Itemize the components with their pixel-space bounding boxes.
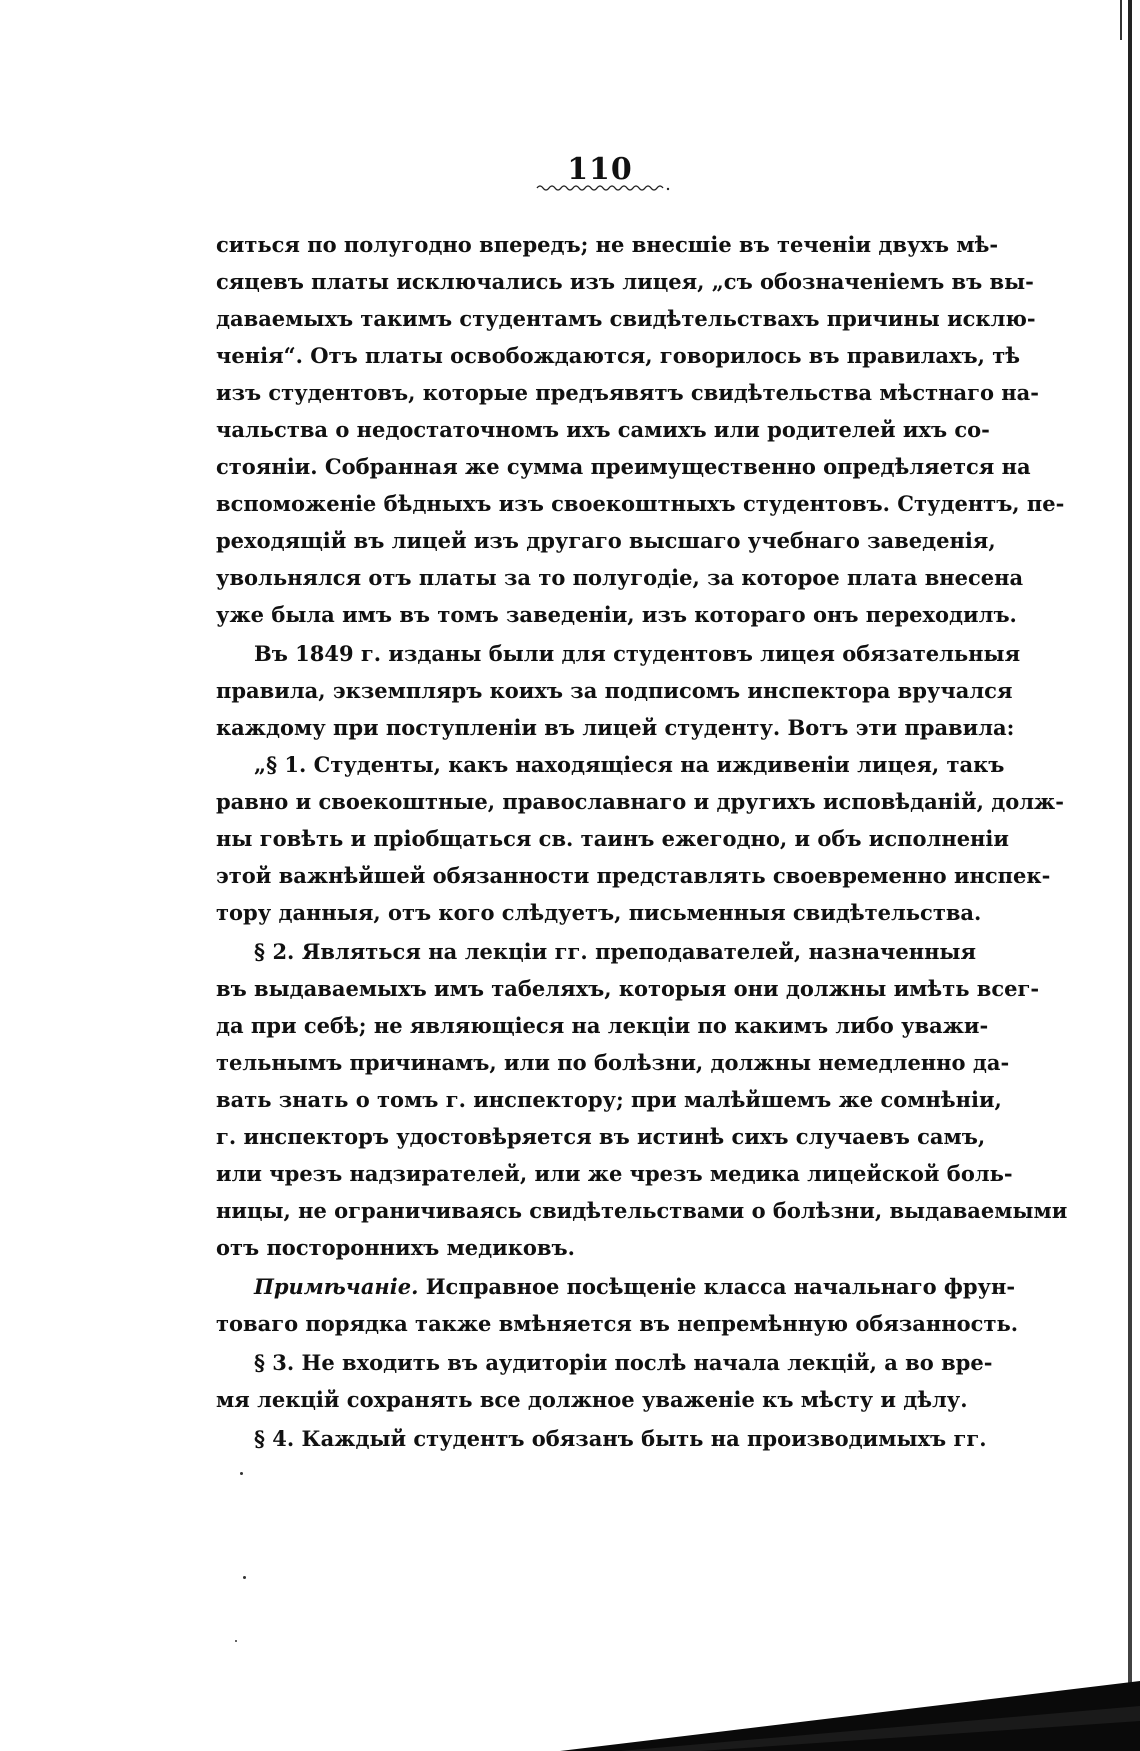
text-line: стояніи. Собранная же сумма преимущественно опредѣляется на — [216, 454, 1031, 479]
text-line: реходящій въ лицей изъ другаго высшаго учебнаго заведенія, — [216, 528, 996, 553]
scan-speck — [235, 1640, 237, 1642]
text-line: § 4. Каждый студентъ обязанъ быть на производимыхъ гг. — [254, 1426, 987, 1451]
scan-speck — [240, 1472, 243, 1475]
text-line: „§ 1. Студенты, какъ находящіеся на иждивеніи лицея, такъ — [254, 752, 1005, 777]
text-line: или чрезъ надзирателей, или же чрезъ медика лицейской боль- — [216, 1161, 1013, 1186]
text-line: отъ постороннихъ медиковъ. — [216, 1235, 575, 1260]
text-line: Въ 1849 г. изданы были для студентовъ лицея обязательныя — [254, 641, 1021, 666]
page-number: 110 — [567, 152, 633, 187]
bottom-scan-shadow — [0, 1611, 1140, 1751]
page-edge-mark — [1120, 0, 1122, 40]
text-line: увольнялся отъ платы за то полугодіе, за которое плата внесена — [216, 565, 1024, 590]
text-line: этой важнѣйшей обязанности представлять своевременно инспек- — [216, 863, 1051, 888]
scan-speck — [243, 1576, 246, 1579]
text-line: въ выдаваемыхъ имъ табеляхъ, которыя они должны имѣть всег- — [216, 976, 1040, 1001]
note-label: Примѣчаніе. — [254, 1274, 419, 1299]
note-line: товаго порядка также вмѣняется въ непремѣнную обязанность. — [216, 1311, 1019, 1336]
text-line: даваемыхъ такимъ студентамъ свидѣтельствахъ причины исклю- — [216, 306, 1036, 331]
text-line: § 3. Не входить въ аудиторіи послѣ начала лекцій, а во вре- — [254, 1350, 993, 1375]
text-line: чальства о недостаточномъ ихъ самихъ или родителей ихъ со- — [216, 417, 990, 442]
text-line: ситься по полугодно впередъ; не внесшіе въ теченіи двухъ мѣ- — [216, 232, 999, 257]
text-line: да при себѣ; не являющіеся на лекціи по какимъ либо уважи- — [216, 1013, 989, 1038]
text-line: правила, экземпляръ коихъ за подписомъ инспектора вручался — [216, 678, 1013, 703]
text-line: уже была имъ въ томъ заведеніи, изъ котораго онъ переходилъ. — [216, 602, 1017, 627]
text-line: равно и своекоштные, православнаго и другихъ исповѣданій, долж- — [216, 789, 1064, 814]
wavy-rule-ornament — [537, 183, 671, 193]
page-edge-shadow — [1128, 0, 1132, 1751]
text-line: ченія“. Отъ платы освобождаются, говорилось въ правилахъ, тѣ — [216, 343, 1021, 368]
text-line: тору данныя, отъ кого слѣдуетъ, письменныя свидѣтельства. — [216, 900, 982, 925]
paragraph-lines — [216, 226, 1068, 1266]
text-line: вать знать о томъ г. инспектору; при малѣйшемъ же сомнѣніи, — [216, 1087, 1002, 1112]
text-line: изъ студентовъ, которые предъявятъ свидѣтельства мѣстнаго на- — [216, 380, 1039, 405]
text-line: ны говѣть и пріобщаться св. таинъ ежегодно, и объ исполненіи — [216, 826, 1009, 851]
text-line: вспоможеніе бѣдныхъ изъ своекоштныхъ студентовъ. Студентъ, пе- — [216, 491, 1065, 516]
paragraph-lines — [216, 1344, 993, 1457]
note-text: Исправное посѣщеніе класса начальнаго фрун- — [418, 1274, 1016, 1299]
text-line: тельнымъ причинамъ, или по болѣзни, должны немедленно да- — [216, 1050, 1010, 1075]
text-line: мя лекцій сохранять все должное уваженіе къ мѣсту и дѣлу. — [216, 1387, 968, 1412]
text-line: г. инспекторъ удостовѣряется въ истинѣ сихъ случаевъ самъ, — [216, 1124, 986, 1149]
note-line — [216, 1268, 1016, 1305]
text-line: § 2. Являться на лекціи гг. преподавателей, назначенныя — [254, 939, 976, 964]
body-text — [216, 226, 1068, 1457]
text-line: каждому при поступленіи въ лицей студенту. Вотъ эти правила: — [216, 715, 1015, 740]
text-line: ницы, не ограничиваясь свидѣтельствами о болѣзни, выдаваемыми — [216, 1198, 1068, 1223]
text-line: сяцевъ платы исключались изъ лицея, „съ обозначеніемъ въ вы- — [216, 269, 1034, 294]
